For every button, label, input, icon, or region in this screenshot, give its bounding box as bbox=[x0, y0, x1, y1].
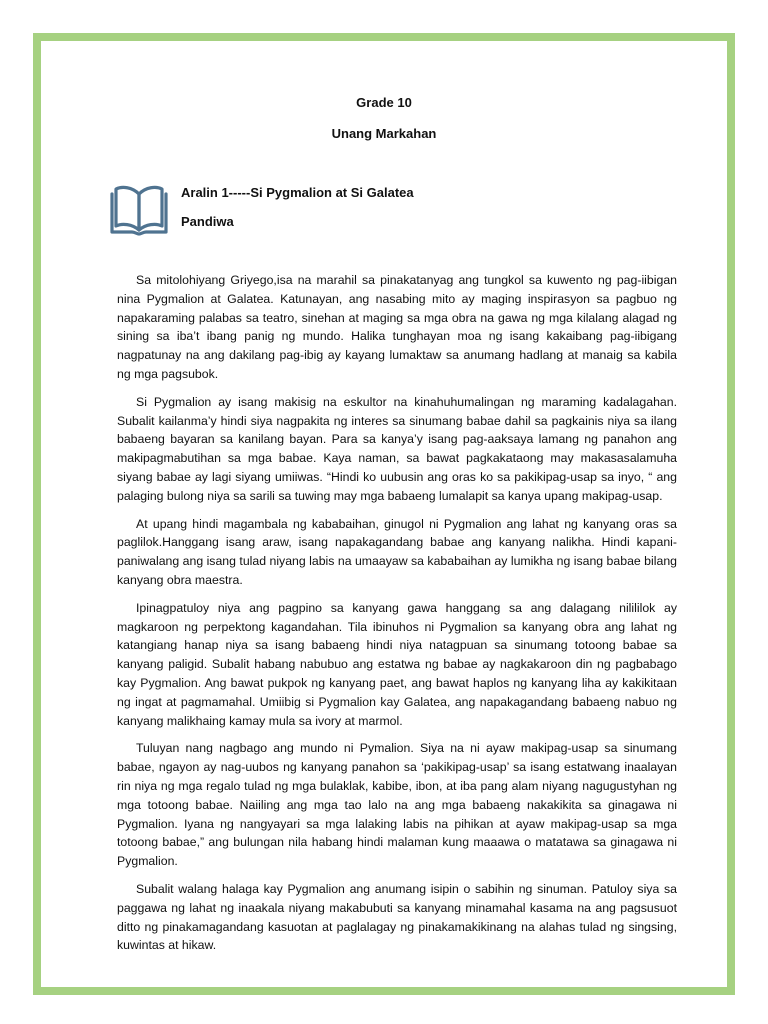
paragraph: At upang hindi magambala ng kababaihan, ginugol ni Pygmalion ang lahat ng kanyang oras sa paglilok.Hanggang isang araw, isang napakagandang babae ang kanyang nalikha. Hindi kapani-paniwalang ang isang tulad niyang labis na umaayaw sa kababaihan ay lumikha ng isang babae bilang kanyang obra maestra. bbox=[117, 516, 677, 587]
paragraph: Tuluyan nang nagbago ang mundo ni Pymalion. Siya na ni ayaw makipag-usap sa sinumang babae, ngayon ay nag-uubos ng kanyang panahon sa ‘pakikipag-usap’ sa isang estatwang inaalayan rin niya ng mga regalo tulad ng mga bulaklak, kabibe, ibon, at iba pang alam niyang nagugustyhan ng mga totoong babae. Naiiling ang mga tao lalo na ang mga babaeng nakakikita sa ginagawa ni Pygmalion. Iyana ng nangyayari sa mga lalaking labis na pihikan at ayaw makipag-usap sa mga totoong babae,” ang bulungan nila habang hindi malaman kung maaawa o matatawa sa ginagawa ni Pygmalion. bbox=[117, 741, 677, 869]
lesson-topic: Pandiwa bbox=[181, 214, 234, 229]
lesson-title: Aralin 1-----Si Pygmalion at Si Galatea bbox=[181, 185, 414, 200]
quarter-heading: Unang Markahan bbox=[331, 126, 437, 141]
book-icon bbox=[110, 182, 168, 236]
paragraph: Subalit walang halaga kay Pygmalion ang anumang isipin o sabihin ng sinuman. Patuloy siya sa paggawa ng lahat ng inaakala niyang makabubuti sa kanyang minamahal kasama na ang pagsusuot ditto ng pinakamagandang kasuotan at paglalagay ng pinakamakikinang na alahas tulad ng singsing, kuwintas at hikaw. bbox=[117, 881, 677, 953]
story-body bbox=[117, 271, 677, 964]
paragraph: Ipinagpatuloy niya ang pagpino sa kanyang gawa hanggang sa ang dalagang nilililok ay magkaroon ng perpektong kagandahan. Tila ibinuhos ni Pygmalion sa kanyang obra ang lahat ng katangiang hanap niya sa isang babaeng hindi niya natagpuan sa sinumang totoong babae sa kanyang paligid. Subalit habang nabubuo ang estatwa ng babae ay nagkakaroon din ng pagbabago kay Pygmalion. Ang bawat pukpok ng kanyang paet, ang bawat haplos ng kanyang liha ay kakikitaan ng ingat at pagmamahal. Umiibig si Pygmalion kay Galatea, ang napakagandang babaeng nabuo ng kanyang malikhaing kamay mula sa ivory at marmol. bbox=[117, 600, 677, 728]
grade-heading: Grade 10 bbox=[356, 95, 412, 110]
paragraph: Sa mitolohiyang Griyego,isa na marahil sa pinakatanyag ang tungkol sa kuwento ng pag-iibigan nina Pygmalion at Galatea. Katunayan, ang nasabing mito ay maging inspirasyon sa pagbuo ng napakaraming palabas sa teatro, sinehan at maging sa mga obra na gawa ng mga kilalang alagad ng sining sa iba’t ibang panig ng mundo. Halika tunghayan moa ng isang kakaibang pag-iibigang nagpatunay na ang dakilang pag-ibig ay kayang lumaktaw sa anumang hadlang at manaig sa kabila ng mga pagsubok. bbox=[117, 273, 677, 381]
paragraph: Si Pygmalion ay isang makisig na eskultor na kinahuhumalingan ng maraming kadalagahan. Subalit kailanma’y hindi siya nagpakita ng interes sa sinumang babae dahil sa pagkainis niya sa ilang babaeng bayaran sa kanilang bayan. Para sa kanya’y isang pag-aaksaya lamang ng panahon ang makipagmabutihan sa mga babae. Kaya naman, sa bawat pagkakataong may makasasalamuha siyang babae ay lagi siyang umiiwas. “Hindi ko uubusin ang oras ko sa pakikipag-usap sa inyo, “ ang palaging bulong niya sa sarili sa tuwing may mga babaeng lumalapit sa kanya upang makipag-usap. bbox=[117, 394, 677, 503]
